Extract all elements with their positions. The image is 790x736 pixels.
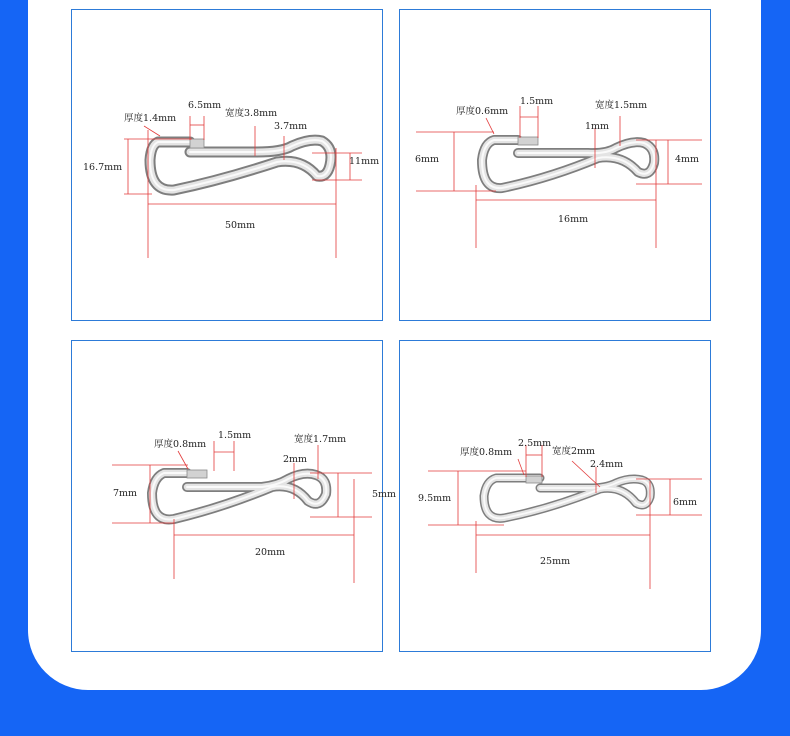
length-label-1: 50mm [225, 220, 256, 231]
snap-hook-diagram-1 [72, 10, 384, 322]
spec-panel-4 [399, 340, 711, 652]
width-label-3: 宽度1.7mm [294, 434, 347, 445]
left-height-label-4: 9.5mm [418, 493, 452, 504]
thickness-label-4: 厚度0.8mm [460, 447, 513, 458]
width-label-1: 宽度3.8mm [225, 108, 278, 119]
thickness-label-1: 厚度1.4mm [124, 113, 177, 124]
left-height-label-3: 7mm [113, 488, 138, 499]
right-height-label-1: 11mm [349, 156, 380, 167]
dimension-lines-4 [428, 445, 702, 589]
left-height-label-2: 6mm [415, 154, 440, 165]
thickness-label-2: 厚度0.6mm [456, 106, 509, 117]
spec-panel-2 [399, 9, 711, 321]
right-height-label-2: 4mm [675, 154, 700, 165]
opening-label-4: 2.5mm [518, 438, 552, 449]
hook-tab-3 [187, 470, 207, 478]
right-height-label-4: 6mm [673, 497, 698, 508]
opening-label-3: 1.5mm [218, 430, 252, 441]
hook-tab-4 [526, 476, 542, 483]
length-label-3: 20mm [255, 547, 286, 558]
snap-hook-3 [152, 470, 326, 519]
left-height-label-1: 16.7mm [83, 162, 123, 173]
length-label-4: 25mm [540, 556, 571, 567]
spec-panel-3 [71, 340, 397, 652]
hook-tab-1 [190, 139, 204, 148]
thickness-label-3: 厚度0.8mm [154, 439, 207, 450]
snap-hook-diagram-2 [400, 10, 712, 322]
snap-hook-2 [482, 137, 654, 188]
inner-gap-label-3: 2mm [283, 454, 308, 465]
spec-panel-1 [71, 9, 383, 321]
snap-hook-diagram-4 [400, 341, 712, 653]
right-height-label-3: 5mm [372, 489, 397, 500]
length-label-2: 16mm [558, 214, 589, 225]
width-label-4: 宽度2mm [552, 446, 596, 457]
opening-label-2: 1.5mm [520, 96, 554, 107]
snap-hook-1 [150, 139, 331, 190]
snap-hook-diagram-3 [72, 341, 397, 653]
width-label-2: 宽度1.5mm [595, 100, 648, 111]
product-sheet [28, 0, 761, 690]
inner-gap-label-4: 2.4mm [590, 459, 624, 470]
inner-gap-label-1: 3.7mm [274, 121, 308, 132]
hook-tab-2 [518, 137, 538, 145]
inner-gap-label-2: 1mm [585, 121, 610, 132]
snap-hook-4 [484, 476, 650, 518]
opening-label-1: 6.5mm [188, 100, 222, 111]
